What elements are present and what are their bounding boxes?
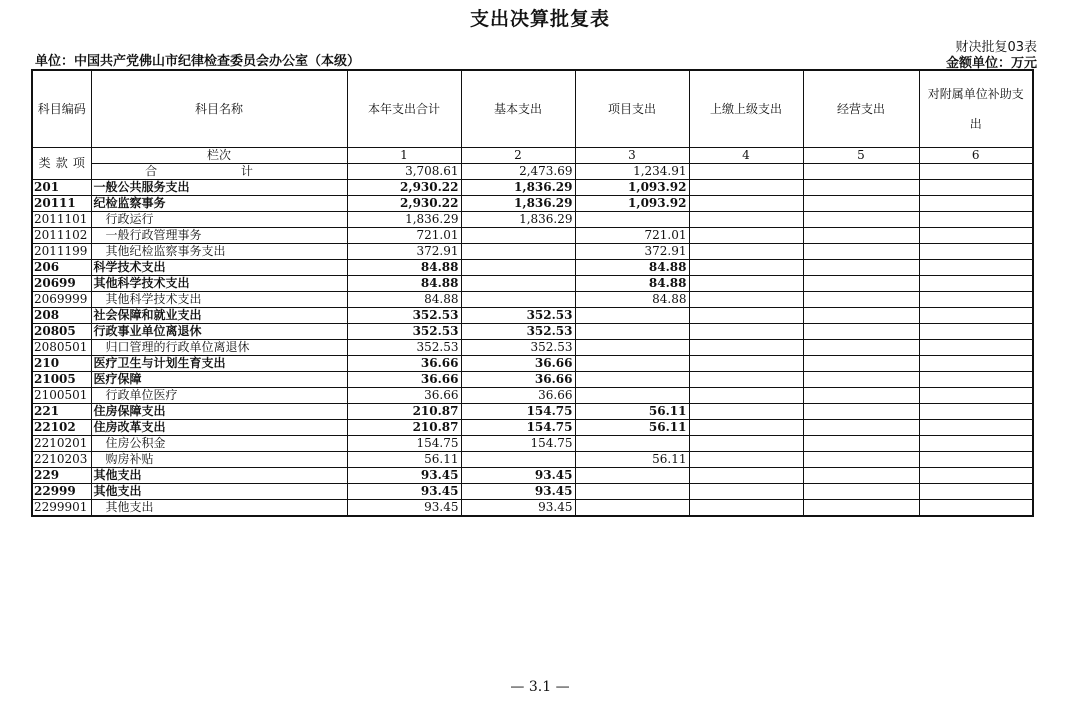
- row-number-label: 栏次: [91, 148, 347, 164]
- row-operating: [803, 420, 919, 436]
- row-basic: [461, 228, 575, 244]
- table-row: [32, 372, 1033, 388]
- col-header-upper: 上缴上级支出: [689, 70, 803, 148]
- row-project: [575, 388, 689, 404]
- row-total: 36.66: [347, 388, 461, 404]
- row-upper: [689, 500, 803, 517]
- row-operating: [803, 324, 919, 340]
- category-level-labels: [36, 156, 88, 171]
- row-name: 一般行政管理事务: [91, 228, 347, 244]
- row-code: 2011102: [32, 228, 91, 244]
- row-upper: [689, 180, 803, 196]
- row-total: 93.45: [347, 500, 461, 517]
- row-upper: [689, 196, 803, 212]
- row-total: 721.01: [347, 228, 461, 244]
- row-project: [575, 372, 689, 388]
- row-upper: [689, 276, 803, 292]
- row-total: 93.45: [347, 484, 461, 500]
- row-basic: [461, 260, 575, 276]
- row-subsidy: [919, 356, 1033, 372]
- row-basic: 93.45: [461, 468, 575, 484]
- row-subsidy: [919, 500, 1033, 517]
- row-subsidy: [919, 420, 1033, 436]
- col-number-5: 5: [803, 148, 919, 164]
- row-name: 行政事业单位离退休: [91, 324, 347, 340]
- row-total: 352.53: [347, 308, 461, 324]
- row-total: 2,930.22: [347, 180, 461, 196]
- row-name: 归口管理的行政单位离退休: [91, 340, 347, 356]
- row-project: 56.11: [575, 420, 689, 436]
- row-upper: [689, 324, 803, 340]
- total-row-upper: [689, 164, 803, 180]
- row-project: [575, 436, 689, 452]
- row-basic: [461, 244, 575, 260]
- row-total: 84.88: [347, 260, 461, 276]
- row-operating: [803, 212, 919, 228]
- row-basic: 352.53: [461, 324, 575, 340]
- table-row: [32, 276, 1033, 292]
- row-project: 84.88: [575, 260, 689, 276]
- col-number-3: 3: [575, 148, 689, 164]
- row-code: 22999: [32, 484, 91, 500]
- col-header-operating: 经营支出: [803, 70, 919, 148]
- col-header-total: 本年支出合计: [347, 70, 461, 148]
- row-name: 医疗保障: [91, 372, 347, 388]
- table-row: [32, 388, 1033, 404]
- row-subsidy: [919, 228, 1033, 244]
- table-row: [32, 212, 1033, 228]
- row-project: 721.01: [575, 228, 689, 244]
- col-header-name: 科目名称: [91, 70, 347, 148]
- row-operating: [803, 260, 919, 276]
- row-operating: [803, 436, 919, 452]
- row-subsidy: [919, 340, 1033, 356]
- table-row: [32, 292, 1033, 308]
- row-code: 210: [32, 356, 91, 372]
- row-name: 医疗卫生与计划生育支出: [91, 356, 347, 372]
- row-upper: [689, 388, 803, 404]
- row-code: 2100501: [32, 388, 91, 404]
- row-total: 2,930.22: [347, 196, 461, 212]
- row-code: 2299901: [32, 500, 91, 517]
- row-name: 科学技术支出: [91, 260, 347, 276]
- kuan-label: 款: [55, 156, 68, 170]
- row-name: 住房公积金: [91, 436, 347, 452]
- row-subsidy: [919, 244, 1033, 260]
- row-upper: [689, 260, 803, 276]
- row-code: 20111: [32, 196, 91, 212]
- row-project: 84.88: [575, 292, 689, 308]
- row-operating: [803, 484, 919, 500]
- row-code: 2210203: [32, 452, 91, 468]
- row-operating: [803, 276, 919, 292]
- row-total: 210.87: [347, 404, 461, 420]
- row-basic: [461, 292, 575, 308]
- row-total: 352.53: [347, 340, 461, 356]
- expenditure-table: [31, 69, 1034, 517]
- col-header-project: 项目支出: [575, 70, 689, 148]
- total-row-project: 1,234.91: [575, 164, 689, 180]
- row-total: 84.88: [347, 276, 461, 292]
- row-upper: [689, 484, 803, 500]
- row-upper: [689, 404, 803, 420]
- row-project: 1,093.92: [575, 196, 689, 212]
- row-code: 2011199: [32, 244, 91, 260]
- row-total: 93.45: [347, 468, 461, 484]
- row-code: 208: [32, 308, 91, 324]
- row-project: 84.88: [575, 276, 689, 292]
- table-row: [32, 228, 1033, 244]
- row-operating: [803, 500, 919, 517]
- row-name: 其他支出: [91, 468, 347, 484]
- total-row-operating: [803, 164, 919, 180]
- row-total: 56.11: [347, 452, 461, 468]
- table-row: [32, 436, 1033, 452]
- row-project: [575, 468, 689, 484]
- row-total: 210.87: [347, 420, 461, 436]
- row-basic: 154.75: [461, 420, 575, 436]
- row-code: 221: [32, 404, 91, 420]
- table-row: [32, 244, 1033, 260]
- row-upper: [689, 420, 803, 436]
- row-total: 372.91: [347, 244, 461, 260]
- row-name: 社会保障和就业支出: [91, 308, 347, 324]
- row-basic: 154.75: [461, 436, 575, 452]
- table-row: [32, 468, 1033, 484]
- row-basic: 1,836.29: [461, 212, 575, 228]
- row-subsidy: [919, 260, 1033, 276]
- row-name: 其他纪检监察事务支出: [91, 244, 347, 260]
- table-row: [32, 340, 1033, 356]
- row-upper: [689, 212, 803, 228]
- row-upper: [689, 244, 803, 260]
- row-operating: [803, 308, 919, 324]
- row-code: 20699: [32, 276, 91, 292]
- row-name: 其他科学技术支出: [91, 292, 347, 308]
- row-project: [575, 212, 689, 228]
- row-basic: 36.66: [461, 372, 575, 388]
- total-row-subsidy: [919, 164, 1033, 180]
- row-upper: [689, 340, 803, 356]
- row-code: 21005: [32, 372, 91, 388]
- col-number-1: 1: [347, 148, 461, 164]
- row-subsidy: [919, 468, 1033, 484]
- row-upper: [689, 308, 803, 324]
- row-subsidy: [919, 276, 1033, 292]
- row-code: 2080501: [32, 340, 91, 356]
- row-code: 201: [32, 180, 91, 196]
- row-operating: [803, 388, 919, 404]
- row-total: 84.88: [347, 292, 461, 308]
- row-basic: 93.45: [461, 500, 575, 517]
- row-basic: 154.75: [461, 404, 575, 420]
- row-subsidy: [919, 372, 1033, 388]
- row-subsidy: [919, 436, 1033, 452]
- row-name: 一般公共服务支出: [91, 180, 347, 196]
- row-project: 1,093.92: [575, 180, 689, 196]
- row-operating: [803, 340, 919, 356]
- row-upper: [689, 436, 803, 452]
- row-operating: [803, 196, 919, 212]
- row-subsidy: [919, 404, 1033, 420]
- row-basic: 352.53: [461, 308, 575, 324]
- col-number-2: 2: [461, 148, 575, 164]
- row-subsidy: [919, 324, 1033, 340]
- row-basic: 93.45: [461, 484, 575, 500]
- total-row-basic: 2,473.69: [461, 164, 575, 180]
- row-name: 行政运行: [91, 212, 347, 228]
- page-number: — 3.1 —: [510, 679, 570, 695]
- table-row: [32, 452, 1033, 468]
- row-subsidy: [919, 212, 1033, 228]
- row-operating: [803, 404, 919, 420]
- row-basic: [461, 276, 575, 292]
- form-number: 财决批复03表: [955, 40, 1037, 55]
- row-total: 36.66: [347, 356, 461, 372]
- table-row: [32, 260, 1033, 276]
- money-unit-label: 金额单位：万元: [945, 56, 1037, 71]
- row-upper: [689, 228, 803, 244]
- row-name: 其他支出: [91, 484, 347, 500]
- row-code: 2069999: [32, 292, 91, 308]
- row-basic: 352.53: [461, 340, 575, 356]
- row-total: 1,836.29: [347, 212, 461, 228]
- row-name: 行政单位医疗: [91, 388, 347, 404]
- row-basic: [461, 452, 575, 468]
- row-upper: [689, 468, 803, 484]
- row-upper: [689, 356, 803, 372]
- row-operating: [803, 452, 919, 468]
- row-subsidy: [919, 180, 1033, 196]
- table-row: [32, 420, 1033, 436]
- row-project: [575, 308, 689, 324]
- row-name: 其他科学技术支出: [91, 276, 347, 292]
- row-project: 56.11: [575, 404, 689, 420]
- row-operating: [803, 180, 919, 196]
- row-project: 372.91: [575, 244, 689, 260]
- row-upper: [689, 292, 803, 308]
- row-project: [575, 356, 689, 372]
- col-header-basic: 基本支出: [461, 70, 575, 148]
- row-code: 206: [32, 260, 91, 276]
- row-code: 2210201: [32, 436, 91, 452]
- table-row: [32, 180, 1033, 196]
- row-operating: [803, 244, 919, 260]
- row-project: [575, 340, 689, 356]
- row-basic: 36.66: [461, 356, 575, 372]
- row-subsidy: [919, 452, 1033, 468]
- row-upper: [689, 372, 803, 388]
- row-project: [575, 324, 689, 340]
- row-basic: 36.66: [461, 388, 575, 404]
- row-subsidy: [919, 484, 1033, 500]
- col-header-subsidy: 对附属单位补助支出: [919, 70, 1033, 148]
- unit-label: 单位：中国共产党佛山市纪律检查委员会办公室（本级）: [35, 54, 361, 69]
- row-operating: [803, 292, 919, 308]
- page-title: 支出决算批复表: [469, 8, 610, 30]
- col-number-6: 6: [919, 148, 1033, 164]
- table-row: [32, 324, 1033, 340]
- table-row: [32, 404, 1033, 420]
- row-operating: [803, 356, 919, 372]
- row-operating: [803, 228, 919, 244]
- row-code: 229: [32, 468, 91, 484]
- table-row: [32, 308, 1033, 324]
- row-operating: [803, 468, 919, 484]
- xiang-label: 项: [72, 156, 85, 170]
- row-name: 购房补贴: [91, 452, 347, 468]
- row-subsidy: [919, 292, 1033, 308]
- row-basic: 1,836.29: [461, 180, 575, 196]
- table-row: [32, 196, 1033, 212]
- table-row: [32, 484, 1033, 500]
- row-subsidy: [919, 388, 1033, 404]
- total-row-total: 3,708.61: [347, 164, 461, 180]
- row-basic: 1,836.29: [461, 196, 575, 212]
- row-code: 22102: [32, 420, 91, 436]
- col-header-code: 科目编码: [32, 70, 91, 148]
- table-row: [32, 500, 1033, 517]
- row-project: [575, 500, 689, 517]
- row-operating: [803, 372, 919, 388]
- row-total: 352.53: [347, 324, 461, 340]
- row-name: 纪检监察事务: [91, 196, 347, 212]
- row-code: 2011101: [32, 212, 91, 228]
- row-name: 住房保障支出: [91, 404, 347, 420]
- lei-label: 类: [38, 156, 51, 170]
- row-name: 住房改革支出: [91, 420, 347, 436]
- row-upper: [689, 452, 803, 468]
- row-total: 154.75: [347, 436, 461, 452]
- total-row-label: 合 计: [91, 164, 347, 180]
- col-number-4: 4: [689, 148, 803, 164]
- row-project: [575, 484, 689, 500]
- row-name: 其他支出: [91, 500, 347, 517]
- table-row: [32, 356, 1033, 372]
- row-subsidy: [919, 196, 1033, 212]
- row-subsidy: [919, 308, 1033, 324]
- row-total: 36.66: [347, 372, 461, 388]
- row-project: 56.11: [575, 452, 689, 468]
- row-code: 20805: [32, 324, 91, 340]
